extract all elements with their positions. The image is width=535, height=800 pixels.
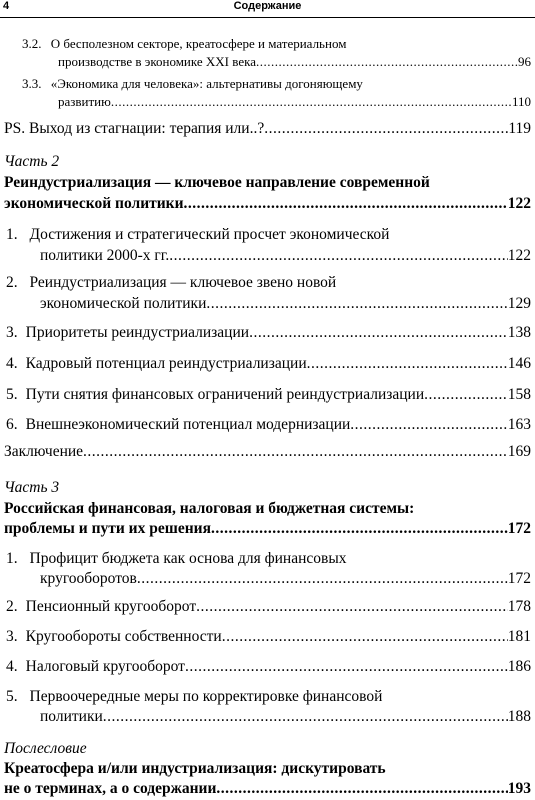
entry-number: 3.2.	[22, 36, 42, 51]
toc-sub-entry-3-2[interactable]	[22, 36, 346, 52]
item-number: 2.	[6, 598, 18, 615]
item-title: Пенсионный кругооборот	[25, 598, 197, 615]
item-number: 1.	[6, 226, 18, 243]
dot-leader	[216, 780, 507, 798]
dot-leader	[256, 54, 518, 70]
item-page: 158	[507, 386, 531, 403]
dot-leader	[185, 658, 508, 676]
dot-leader	[184, 195, 508, 213]
item-title: Приоритеты реиндустриализации	[25, 324, 250, 341]
item-number: 5.	[6, 688, 18, 705]
item-number: 2.	[6, 274, 18, 291]
part-title-line2: экономической политики	[4, 195, 184, 212]
item-number: 5.	[6, 386, 18, 403]
toc-sub-entry-3-2-line2[interactable]	[58, 54, 531, 70]
dot-leader	[424, 386, 508, 404]
toc-sub-entry-3-3-line2[interactable]	[58, 94, 531, 110]
item-page: 186	[507, 658, 531, 675]
item-number: 3.	[6, 324, 18, 341]
part2-title-line2[interactable]	[4, 195, 531, 213]
entry-number: 3.3.	[22, 76, 42, 91]
part3-item-5-line2[interactable]	[40, 708, 531, 726]
entry-page: 96	[518, 54, 531, 69]
item-number: 4.	[6, 355, 18, 372]
part2-item-2[interactable]	[6, 274, 336, 292]
part-title-line2: проблемы и пути их решения	[4, 520, 211, 537]
item-page: 122	[507, 247, 531, 264]
entry-title: Заключение	[4, 443, 84, 460]
afterword-title-line2-text: не о терминах, а о содержании	[4, 780, 217, 797]
item-page: 129	[507, 295, 531, 312]
item-title-line1: Профицит бюджета как основа для финансовых	[29, 550, 347, 567]
item-page: 178	[507, 598, 531, 615]
part3-item-1[interactable]	[6, 550, 347, 568]
item-title-line2: политики	[40, 708, 103, 725]
item-number: 6.	[6, 416, 18, 433]
part2-item-3[interactable]	[6, 324, 531, 342]
part2-label: Часть 2	[4, 153, 60, 170]
entry-title-line1: «Экономика для человека»: альтернативы догоняющему	[50, 76, 363, 91]
item-page: 163	[507, 416, 531, 433]
item-title-line1: Достижения и стратегический просчет экономической	[29, 226, 390, 243]
item-page: 146	[507, 355, 531, 372]
item-title: Кадровый потенциал реиндустриализации	[25, 355, 307, 372]
afterword-title-line2[interactable]	[4, 780, 531, 798]
part2-item-5[interactable]	[6, 386, 531, 404]
afterword-label: Послесловие	[4, 740, 87, 757]
dot-leader	[350, 416, 507, 434]
item-title: Внешнеэкономический потенциал модернизации	[25, 416, 351, 433]
item-number: 1.	[6, 550, 18, 567]
item-title-line2: экономической политики	[40, 295, 207, 312]
dot-leader	[169, 247, 507, 265]
dot-leader	[307, 355, 508, 373]
entry-title-line2: развитию	[58, 94, 111, 109]
part-page: 172	[507, 520, 531, 537]
part3-item-2[interactable]	[6, 598, 531, 616]
part2-item-6[interactable]	[6, 416, 531, 434]
dot-leader	[83, 443, 508, 461]
item-title-line1: Первоочередные меры по корректировке финансовой	[29, 688, 383, 705]
afterword-title-line1[interactable]: Креатосфера и/или индустриализация: дискутировать	[4, 760, 386, 777]
header-rule	[0, 17, 535, 18]
item-number: 3.	[6, 628, 18, 645]
item-page: 188	[507, 708, 531, 725]
item-page: 138	[507, 324, 531, 341]
dot-leader	[111, 94, 512, 110]
dot-leader	[206, 295, 507, 313]
entry-page: 119	[508, 120, 531, 137]
toc-ps-entry[interactable]	[4, 120, 531, 138]
dot-leader	[196, 598, 508, 616]
dot-leader	[103, 708, 508, 726]
part3-label: Часть 3	[4, 479, 60, 496]
item-number: 4.	[6, 658, 18, 675]
entry-page: 110	[511, 94, 531, 109]
part3-item-4[interactable]	[6, 658, 531, 676]
afterword-page: 193	[507, 780, 531, 797]
part-page: 122	[507, 195, 531, 212]
part3-title-line1[interactable]: Российская финансовая, налоговая и бюджетная системы:	[4, 500, 415, 517]
item-title-line2: политики 2000-х гг.	[40, 247, 170, 264]
toc-sub-entry-3-3[interactable]	[22, 76, 363, 92]
item-title-line2: кругооборотов	[40, 570, 137, 587]
entry-title-line2: производстве в экономике XXI века	[58, 54, 256, 69]
entry-page: 169	[507, 443, 531, 460]
part3-title-line2[interactable]	[4, 520, 531, 538]
part3-item-3[interactable]	[6, 628, 531, 646]
item-page: 181	[507, 628, 531, 645]
part2-item-1[interactable]	[6, 226, 389, 244]
page-header	[0, 0, 535, 20]
running-title: Содержание	[233, 0, 302, 12]
entry-title: PS. Выход из стагнации: терапия или..?	[4, 120, 265, 137]
part3-item-1-line2[interactable]	[40, 570, 531, 588]
item-title-line1: Реиндустриализация — ключевое звено новой	[29, 274, 337, 291]
dot-leader	[264, 120, 508, 138]
dot-leader	[211, 520, 508, 538]
dot-leader	[222, 628, 508, 646]
dot-leader	[137, 570, 508, 588]
item-page: 172	[507, 570, 531, 587]
page-number: 4	[3, 0, 10, 12]
item-title: Налоговый кругооборот	[25, 658, 185, 675]
item-title: Пути снятия финансовых ограничений реиндустриализации	[25, 386, 425, 403]
part2-title-line1[interactable]: Реиндустриализация — ключевое направление современной	[4, 174, 430, 191]
entry-title-line1: О бесполезном секторе, креатосфере и материальном	[50, 36, 347, 51]
dot-leader	[249, 324, 508, 342]
part3-item-5[interactable]	[6, 688, 382, 706]
item-title: Кругообороты собственности	[25, 628, 222, 645]
toc-conclusion[interactable]	[4, 443, 531, 461]
part2-item-4[interactable]	[6, 355, 531, 373]
part2-item-1-line2[interactable]	[40, 247, 531, 265]
part2-item-2-line2[interactable]	[40, 295, 531, 313]
